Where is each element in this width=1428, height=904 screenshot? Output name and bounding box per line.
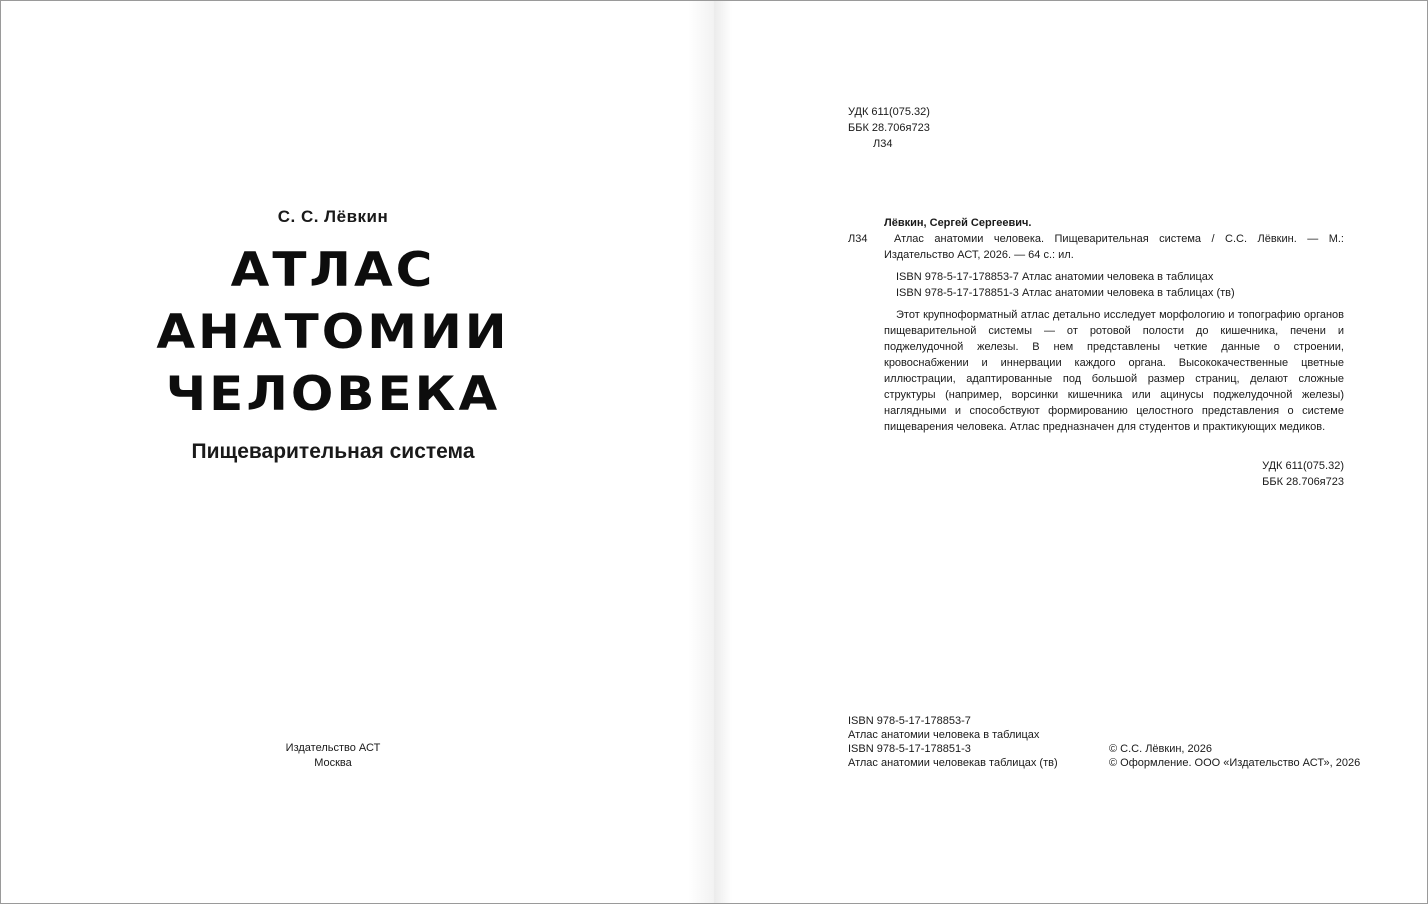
udk-code: УДК 611(075.32): [848, 106, 930, 118]
imprint-line: Атлас анатомии человека в таблицах: [848, 729, 1040, 741]
publisher-city: Москва: [314, 757, 352, 769]
catalog-isbn-line: ISBN 978-5-17-178851-3 Атлас анатомии человека в таблицах (тв): [896, 287, 1235, 299]
title-line-1: АТЛАС: [230, 242, 436, 298]
catalog-udk: УДК 611(075.32): [1262, 460, 1344, 472]
book-annotation: Этот крупноформатный атлас детально исследует морфологию и топографию органов пищеварительной системы — от ротовой полости до кишечника, печени и поджелудочной железы. В нем представлены четкие данные о строении, кровоснабжении и иннервации каждого органа. Высококачественные цветные иллюстрации, адаптированные под большой размер страниц, делают сложные структуры (например, ворсинки кишечника или ацинусы поджелудочной железы) наглядными и способствуют формированию целостного представления о системе пищеварения человека. Атлас предназначен для студентов и практикующих медиков.: [884, 309, 1344, 433]
publisher-block: [1, 741, 665, 771]
catalog-isbn-list: [896, 269, 1235, 301]
catalog-author-heading: Лёвкин, Сергей Сергеевич.: [884, 217, 1032, 229]
gutter-shadow-left: [688, 1, 714, 903]
bbk-code: ББК 28.706я723: [848, 122, 930, 134]
author-mark: Л34: [873, 138, 893, 150]
catalog-isbn-line: ISBN 978-5-17-178853-7 Атлас анатомии человека в таблицах: [896, 271, 1214, 283]
title-line-3: ЧЕЛОВЕКА: [165, 366, 501, 422]
copyright-line: © Оформление. ООО «Издательство АСТ», 2026: [1109, 757, 1361, 769]
copyright-block: [1109, 742, 1360, 770]
title-line-2: АНАТОМИИ: [156, 304, 510, 360]
copyright-page: [714, 1, 1427, 903]
title-page: [1, 1, 714, 903]
catalog-description: Атлас анатомии человека. Пищеварительная система / С.С. Лёвкин. — М.: Издательство АСТ, 2026. — 64 с.: ил.: [884, 233, 1344, 261]
catalog-author-mark: Л34: [848, 233, 868, 245]
copyright-line: © С.С. Лёвкин, 2026: [1109, 743, 1213, 755]
catalog-bbk: ББК 28.706я723: [1262, 476, 1344, 488]
imprint-line: Атлас анатомии человекав таблицах (тв): [848, 757, 1058, 769]
publisher-name: Издательство АСТ: [285, 742, 381, 754]
imprint-line: ISBN 978-5-17-178851-3: [848, 743, 971, 755]
classification-block: [848, 104, 930, 152]
imprint-line: ISBN 978-5-17-178853-7: [848, 715, 971, 727]
book-subtitle: Пищеварительная система: [191, 440, 475, 463]
imprint-block: [848, 714, 1058, 770]
gutter-shadow-right: [714, 1, 732, 903]
author-name: С. С. Лёвкин: [277, 207, 389, 226]
catalog-classification: [884, 458, 1344, 490]
